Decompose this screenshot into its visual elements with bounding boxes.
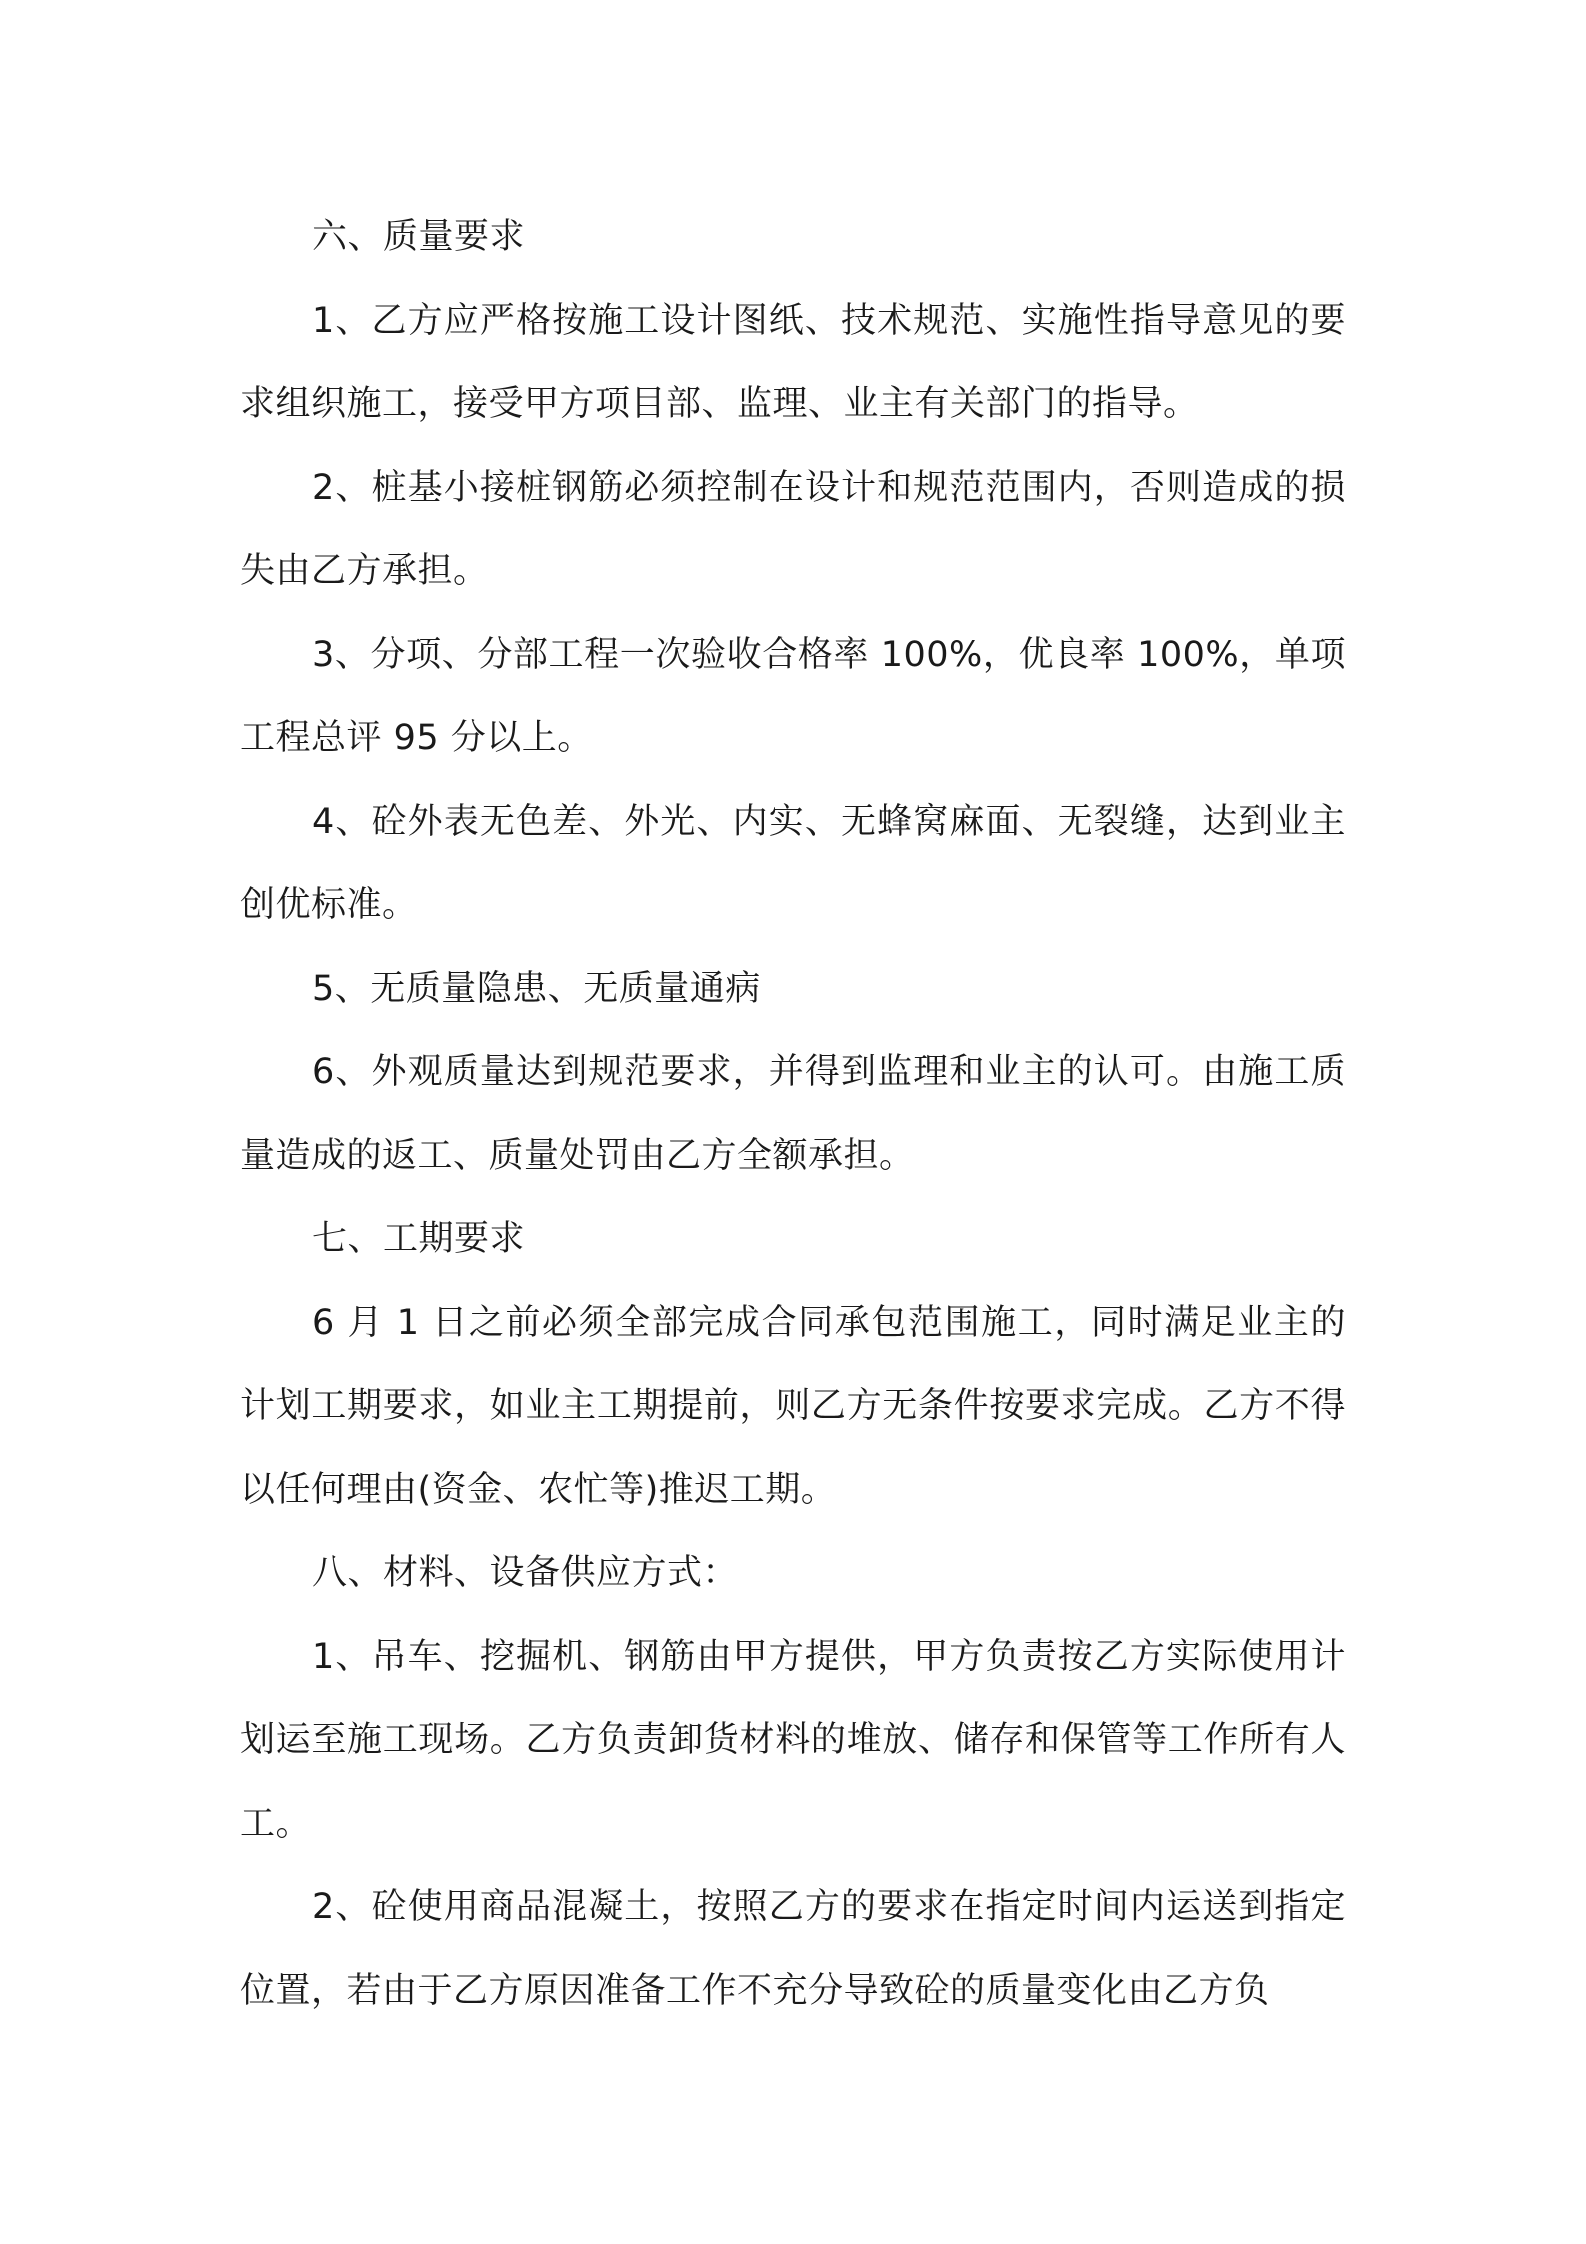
quality-item-2: 2、桩基小接桩钢筋必须控制在设计和规范范围内，否则造成的损失由乙方承担。 (240, 467, 1346, 591)
quality-item-3: 3、分项、分部工程一次验收合格率 100%，优良率 100%，单项工程总评 95 分以上。 (240, 634, 1346, 758)
document-body (240, 196, 1346, 2033)
section-heading-materials: 八、材料、设备供应方式： (312, 1553, 739, 1593)
materials-item-1: 1、吊车、挖掘机、钢筋由甲方提供，甲方负责按乙方实际使用计划运至施工现场。乙方负责卸货材料的堆放、储存和保管等工作所有人工。 (240, 1636, 1346, 1844)
quality-item-6: 6、外观质量达到规范要求，并得到监理和业主的认可。由施工质量造成的返工、质量处罚由乙方全额承担。 (240, 1052, 1346, 1176)
schedule-paragraph: 6 月 1 日之前必须全部完成合同承包范围施工，同时满足业主的计划工期要求，如业主工期提前，则乙方无条件按要求完成。乙方不得以任何理由(资金、农忙等)推迟工期。 (240, 1302, 1346, 1510)
section-heading-quality: 六、质量要求 (312, 217, 526, 257)
quality-item-4: 4、砼外表无色差、外光、内实、无蜂窝麻面、无裂缝，达到业主创优标准。 (240, 801, 1346, 925)
section-heading-schedule: 七、工期要求 (312, 1219, 526, 1259)
quality-item-1: 1、乙方应严格按施工设计图纸、技术规范、实施性指导意见的要求组织施工，接受甲方项目部、监理、业主有关部门的指导。 (240, 300, 1346, 424)
quality-item-5: 5、无质量隐患、无质量通病 (312, 968, 761, 1009)
materials-item-2: 2、砼使用商品混凝土，按照乙方的要求在指定时间内运送到指定位置，若由于乙方原因准备工作不充分导致砼的质量变化由乙方负 (240, 1887, 1346, 2011)
